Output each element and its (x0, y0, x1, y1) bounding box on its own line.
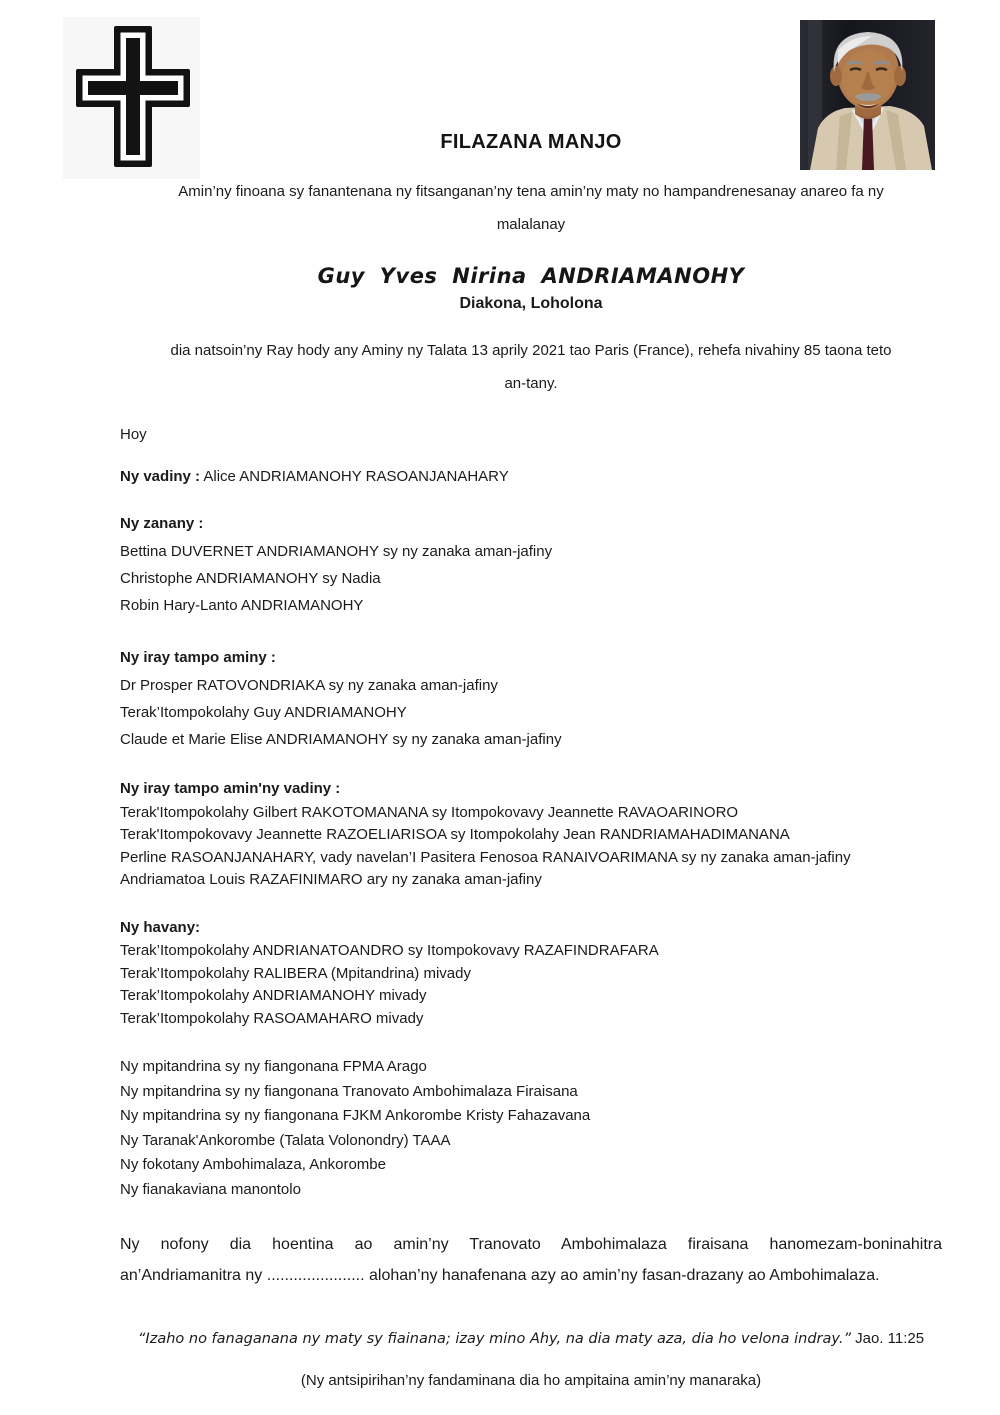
deceased-role: Diakona, Loholona (459, 295, 603, 312)
list-item: Terak’Itompokolahy ANDRIAMANOHY mivady (120, 987, 427, 1004)
list-item: Terak’Itompokolahy RASOAMAHARO mivady (120, 1009, 424, 1027)
intro-line-1: Amin’ny finoana sy fanantenana ny fitsanganan’ny tena amin’ny maty no hampandrenesanay anareo fa ny (178, 183, 884, 200)
document-body (120, 0, 942, 1389)
section-heading: Ny iray tampo amin'ny vadiny : (120, 780, 341, 797)
section-acknowledgements (120, 1055, 942, 1202)
death-line-1: dia natsoin’ny Ray hody any Aminy ny Talata 13 aprily 2021 tao Paris (France), rehefa nivahiny 85 taona teto (170, 342, 892, 359)
list-item: Bettina DUVERNET ANDRIAMANOHY sy ny zanaka aman-jafiny (120, 543, 553, 560)
spouse-label: Ny vadiny : (120, 468, 201, 485)
section-relatives (120, 917, 942, 1031)
section-heading: Ny iray tampo aminy : (120, 649, 276, 666)
greeting: Hoy (120, 426, 147, 443)
list-item: Terak'Itompokovavy Jeannette RAZOELIARISOA sy Itompokolahy Jean RANDRIAMAHADIMANANA (120, 826, 790, 843)
scripture-quote: “Izaho no fanaganana ny maty sy fiainana; izay mino Ahy, na dia maty aza, dia ho velona indray.” (137, 1331, 851, 1347)
scripture-reference: Jao. 11:25 (855, 1330, 925, 1347)
list-item: Dr Prosper RATOVONDRIAKA sy ny zanaka aman-jafiny (120, 677, 498, 694)
list-item: Terak’Itompokolahy Guy ANDRIAMANOHY (120, 704, 407, 721)
list-item: Terak’Itompokolahy RALIBERA (Mpitandrina) mivady (120, 964, 471, 982)
page-title: FILAZANA MANJO (440, 131, 622, 153)
list-item: Christophe ANDRIAMANOHY sy Nadia (120, 570, 381, 587)
list-item: Terak'Itompokolahy Gilbert RAKOTOMANANA sy Itompokovavy Jeannette RAVAOARINORO (120, 803, 739, 821)
list-item: Claude et Marie Elise ANDRIAMANOHY sy ny zanaka aman-jafiny (120, 731, 562, 748)
list-item: Terak’Itompokolahy ANDRIANATOANDRO sy Itompokovavy RAZAFINDRAFARA (120, 942, 659, 959)
section-heading: Ny havany: (120, 918, 201, 936)
section-heading: Ny zanany : (120, 515, 204, 532)
spouse-line (120, 468, 942, 485)
closing-line-1: Ny nofony dia hoentina ao amin’ny Tranovato Ambohimalaza firaisana hanomezam-boninahitra (120, 1236, 942, 1253)
footnote: (Ny antsipirihan’ny fandaminana dia ho ampitaina amin’ny manaraka) (300, 1372, 762, 1389)
list-item: Ny mpitandrina sy ny fiangonana FJKM Ankorombe Kristy Fahazavana (120, 1107, 591, 1124)
list-item: Robin Hary-Lanto ANDRIAMANOHY (120, 597, 364, 614)
list-item: Ny fokotany Ambohimalaza, Ankorombe (120, 1156, 386, 1173)
spouse-name: Alice ANDRIAMANOHY RASOANJANAHARY (203, 468, 509, 485)
list-item: Perline RASOANJANAHARY, vady navelan’I Pasitera Fenosoa RANAIVOARIMANA sy ny zanaka aman-jafiny (120, 848, 851, 866)
closing-line-2: an’Andriamanitra ny ...................... alohan’ny hanafenana azy ao amin’ny fasan-drazany ao Ambohimalaza. (120, 1267, 880, 1284)
list-item: Ny Taranak'Ankorombe (Talata Volonondry) TAAA (120, 1131, 451, 1149)
list-item: Ny fianakaviana manontolo (120, 1180, 301, 1198)
intro-line-2: malalanay (496, 216, 566, 233)
section-children (120, 510, 942, 619)
death-line-2: an-tany. (504, 375, 558, 392)
deceased-name: Guy Yves Nirina ANDRIAMANOHY (317, 264, 745, 288)
list-item: Ny mpitandrina sy ny fiangonana FPMA Arago (120, 1058, 427, 1075)
death-announcement (120, 334, 942, 400)
section-spouse-siblings (120, 778, 942, 892)
list-item: Andriamatoa Louis RAZAFINIMARO ary ny zanaka aman-jafiny (120, 871, 542, 888)
list-item: Ny mpitandrina sy ny fiangonana Tranovato Ambohimalaza Firaisana (120, 1082, 578, 1100)
intro-paragraph (120, 175, 942, 241)
section-siblings (120, 644, 942, 753)
closing-paragraph (120, 1229, 942, 1291)
scripture-verse (120, 1330, 942, 1347)
